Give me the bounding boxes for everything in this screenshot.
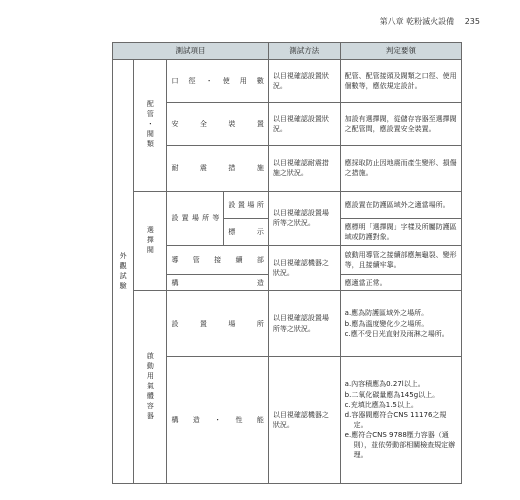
method-cell: 以目視確認設置狀況。	[268, 60, 340, 103]
method-cell: 以目視確認耐震措施之狀況。	[268, 146, 340, 191]
criteria-line: b.二氧化碳量應為145g以上。	[344, 390, 440, 399]
criteria-line: c.充填比應為1.5以上。	[344, 400, 418, 409]
criteria-cell	[340, 291, 461, 357]
table-header-row	[113, 43, 462, 60]
criteria-cell: 加設有選擇閥，從儲存容器至選擇閥之配管間，應設置安全裝置。	[340, 103, 461, 146]
item-structure-performance: 構造・性能	[167, 356, 268, 483]
item-location: 設置場所等	[167, 191, 224, 245]
criteria-cell: 應標明「選擇閥」字樣及所屬防護區域或防護對象。	[340, 218, 461, 245]
chapter-label: 第八章	[379, 17, 404, 26]
criteria-line: b.應為溫度變化少之場所。	[344, 319, 429, 328]
criteria-line: a.應為防護區域外之場所。	[344, 309, 429, 318]
table-row	[113, 291, 462, 357]
item-location-label: 標示	[224, 218, 269, 245]
criteria-cell: 應設置在防護區域外之適當場所。	[340, 191, 461, 218]
group-gas-container: 啟動用氣體容器	[134, 291, 167, 484]
page-header	[380, 16, 480, 27]
criteria-cell: 配管、配管接頭及閥類之口徑、使用個數等，應依規定設計。	[340, 60, 461, 103]
header-criteria: 判定要領	[340, 43, 461, 60]
item-caliber: 口徑・使用數	[167, 60, 268, 103]
header-test-method: 測試方法	[268, 43, 340, 60]
method-cell: 以目視確認機器之狀況。	[268, 245, 340, 290]
method-cell: 以目視確認機器之狀況。	[268, 356, 340, 483]
method-cell: 以目視確認設置場所等之狀況。	[268, 291, 340, 357]
table-row	[113, 191, 462, 218]
method-cell: 以目視確認設置場所等之狀況。	[268, 191, 340, 245]
criteria-line: e.應符合CNS 9788壓力容器（通則），並依勞動部相關檢查規定辦理。	[344, 431, 456, 460]
criteria-line: a.內容積應為0.27l以上。	[344, 380, 425, 389]
test-spec-table	[112, 42, 462, 484]
item-seismic: 耐震措施	[167, 146, 268, 191]
criteria-cell: 應適當正常。	[340, 275, 461, 291]
item-install-place: 設置場所	[167, 291, 268, 357]
criteria-cell: 啟動用導管之接續部應無龜裂、變形等，且接續牢靠。	[340, 245, 461, 274]
group-selector-valve: 選擇閥	[134, 191, 167, 291]
criteria-line: c.應不受日光直射及雨淋之場所。	[344, 329, 449, 338]
section-title: 乾粉滅火設備	[406, 17, 455, 26]
category-visual-test: 外觀試驗	[113, 60, 134, 484]
method-cell: 以目視確認設置狀況。	[268, 103, 340, 146]
criteria-line: d.容器閥應符合CNS 11176之規定。	[344, 410, 447, 429]
item-location-place: 設置場所	[224, 191, 269, 218]
criteria-cell: 應採取防止因地震而產生變形、損傷之措施。	[340, 146, 461, 191]
item-structure: 構造	[167, 275, 268, 291]
group-piping: 配管・閥類	[134, 60, 167, 192]
criteria-cell	[340, 356, 461, 483]
page-number: 235	[464, 17, 480, 26]
header-test-item: 測試項目	[113, 43, 269, 60]
item-safety-device: 安全裝置	[167, 103, 268, 146]
table-row	[113, 60, 462, 103]
item-conduit: 導管接續部	[167, 245, 268, 274]
